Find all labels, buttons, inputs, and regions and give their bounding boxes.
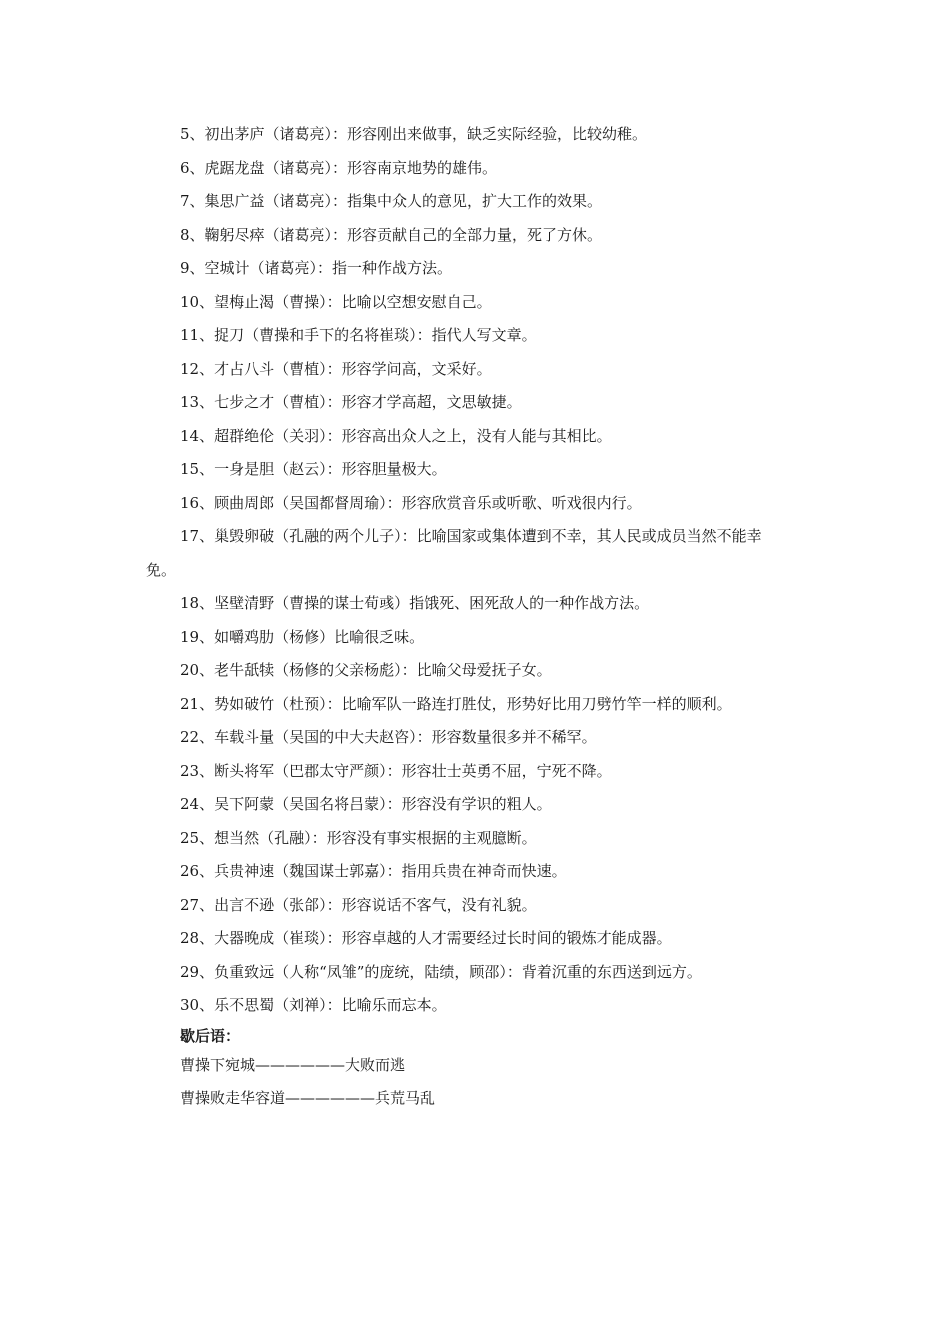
list-item: 24、吴下阿蒙（吴国名将吕蒙）：形容没有学识的粗人。 bbox=[180, 795, 552, 813]
list-item: 6、虎踞龙盘（诸葛亮）：形容南京地势的雄伟。 bbox=[180, 158, 498, 177]
list-item: 12、才占八斗（曹植）：形容学问高，文采好。 bbox=[180, 359, 492, 378]
xiehouyu-heading: 歇后语： bbox=[180, 1026, 241, 1045]
xiehouyu-item: 曹操下宛城——————大败而逃 bbox=[180, 1055, 406, 1074]
list-item: 18、坚壁清野（曹操的谋士荀彧）指饿死、困死敌人的一种作战方法。 bbox=[180, 594, 650, 612]
list-item: 10、望梅止渴（曹操）：比喻以空想安慰自己。 bbox=[180, 292, 492, 311]
list-item: 29、负重致远（人称“凤雏”的庞统，陆绩，顾邵）：背着沉重的东西送到远方。 bbox=[180, 962, 702, 981]
idiom-list bbox=[146, 118, 786, 1116]
list-item: 11、捉刀（曹操和手下的名将崔琰）：指代人写文章。 bbox=[180, 326, 537, 344]
list-item: 22、车载斗量（吴国的中大夫赵咨）：形容数量很多并不稀罕。 bbox=[180, 728, 597, 746]
list-item: 25、想当然（孔融）：形容没有事实根据的主观臆断。 bbox=[180, 828, 537, 847]
list-item: 14、超群绝伦（关羽）：形容高出众人之上，没有人能与其相比。 bbox=[180, 426, 612, 445]
list-item: 23、断头将军（巴郡太守严颜）：形容壮士英勇不屈，宁死不降。 bbox=[180, 761, 612, 780]
list-item: 15、一身是胆（赵云）：形容胆量极大。 bbox=[180, 460, 447, 478]
list-item: 26、兵贵神速（魏国谋士郭嘉）：指用兵贵在神奇而快速。 bbox=[180, 862, 567, 880]
list-item: 7、集思广益（诸葛亮）：指集中众人的意见，扩大工作的效果。 bbox=[180, 192, 603, 210]
list-item: 17、巢毁卵破（孔融的两个儿子）：比喻国家或集体遭到不幸，其人民或成员当然不能幸免。 bbox=[146, 527, 762, 579]
list-item: 27、出言不逊（张郃）：形容说话不客气，没有礼貌。 bbox=[180, 895, 537, 914]
list-item: 16、顾曲周郎（吴国都督周瑜）：形容欣赏音乐或听歌、听戏很内行。 bbox=[180, 493, 642, 512]
list-item: 19、如嚼鸡肋（杨修）比喻很乏味。 bbox=[180, 627, 425, 646]
list-item: 21、势如破竹（杜预）：比喻军队一路连打胜仗，形势好比用刀劈竹竿一样的顺利。 bbox=[180, 694, 732, 713]
list-item: 28、大器晚成（崔琰）：形容卓越的人才需要经过长时间的锻炼才能成器。 bbox=[180, 929, 672, 947]
list-item: 20、老牛舐犊（杨修的父亲杨彪）：比喻父母爱抚子女。 bbox=[180, 661, 552, 679]
list-item: 9、空城计（诸葛亮）：指一种作战方法。 bbox=[180, 259, 453, 277]
list-item: 30、乐不思蜀（刘禅）：比喻乐而忘本。 bbox=[180, 996, 447, 1014]
list-item: 5、初出茅庐（诸葛亮）：形容刚出来做事，缺乏实际经验，比较幼稚。 bbox=[180, 125, 648, 143]
list-item: 8、鞠躬尽瘁（诸葛亮）：形容贡献自己的全部力量，死了方休。 bbox=[180, 225, 603, 244]
list-item: 13、七步之才（曹植）：形容才学高超，文思敏捷。 bbox=[180, 393, 522, 411]
xiehouyu-item: 曹操败走华容道——————兵荒马乱 bbox=[180, 1089, 436, 1107]
